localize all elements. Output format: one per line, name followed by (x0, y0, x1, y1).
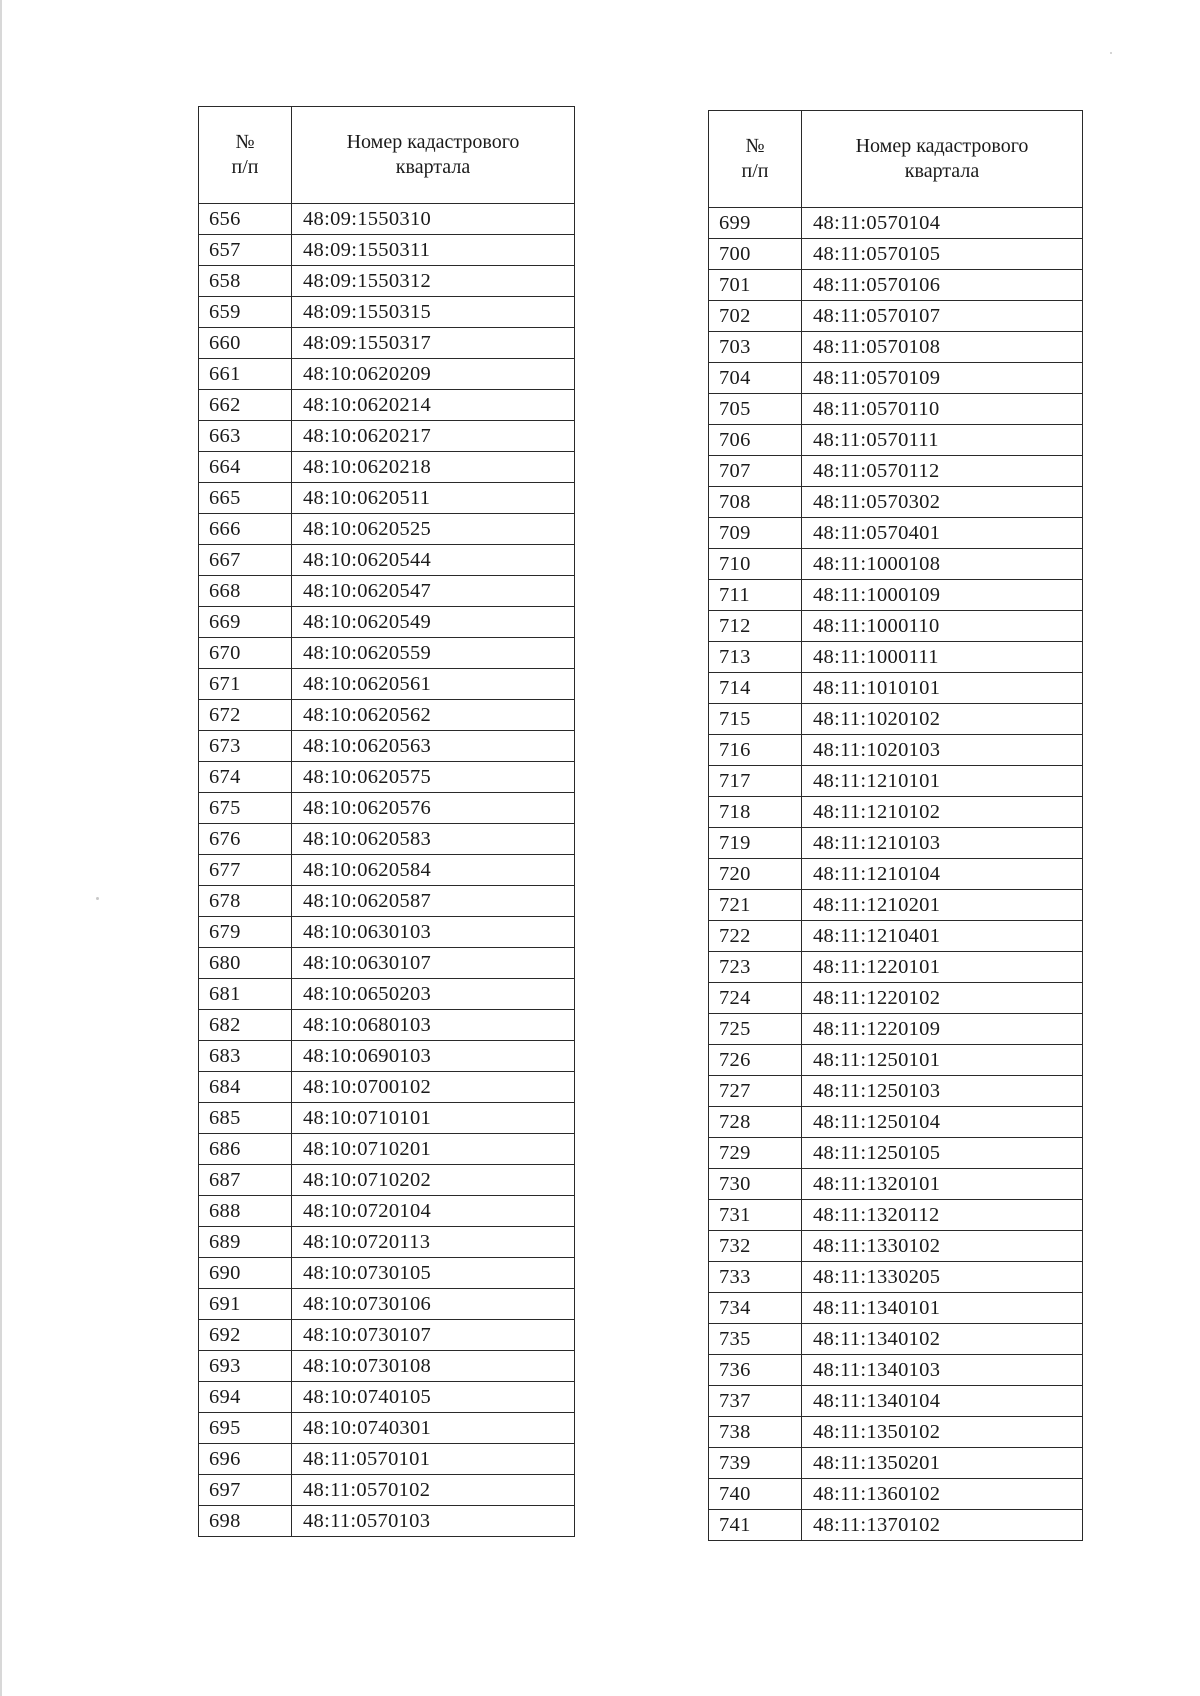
table-row (709, 208, 1083, 239)
row-number-cell: 684 (199, 1072, 292, 1103)
table-row (199, 1320, 575, 1351)
table-row (199, 1165, 575, 1196)
table-row (709, 1510, 1083, 1541)
row-number-cell: 714 (709, 673, 802, 704)
header-number-cell (709, 111, 802, 208)
row-number-cell: 699 (709, 208, 802, 239)
cadastral-number-cell: 48:11:1340102 (802, 1324, 1083, 1355)
cadastral-number-cell: 48:10:0620525 (292, 514, 575, 545)
header-cadastral-line1: Номер кадастрового (855, 135, 1029, 157)
cadastral-number-cell: 48:11:1220102 (802, 983, 1083, 1014)
table-row (199, 235, 575, 266)
row-number-cell: 741 (709, 1510, 802, 1541)
cadastral-number-cell: 48:11:1340103 (802, 1355, 1083, 1386)
table-row (709, 704, 1083, 735)
header-number-abbr: п/п (231, 156, 259, 178)
table-row (709, 1138, 1083, 1169)
row-number-cell: 730 (709, 1169, 802, 1200)
header-number-abbr: п/п (741, 160, 769, 182)
table-row (709, 549, 1083, 580)
table-row (199, 824, 575, 855)
row-number-cell: 700 (709, 239, 802, 270)
table-row (709, 1324, 1083, 1355)
row-number-cell: 725 (709, 1014, 802, 1045)
row-number-cell: 662 (199, 390, 292, 421)
row-number-cell: 691 (199, 1289, 292, 1320)
cadastral-number-cell: 48:09:1550312 (292, 266, 575, 297)
row-number-cell: 659 (199, 297, 292, 328)
cadastral-number-cell: 48:10:0620576 (292, 793, 575, 824)
table-row (709, 611, 1083, 642)
row-number-cell: 708 (709, 487, 802, 518)
table-row (199, 266, 575, 297)
row-number-cell: 735 (709, 1324, 802, 1355)
row-number-cell: 680 (199, 948, 292, 979)
cadastral-number-cell: 48:11:0570102 (292, 1475, 575, 1506)
cadastral-number-cell: 48:10:0620562 (292, 700, 575, 731)
cadastral-number-cell: 48:10:0710101 (292, 1103, 575, 1134)
row-number-cell: 682 (199, 1010, 292, 1041)
cadastral-number-cell: 48:10:0620561 (292, 669, 575, 700)
table-row (709, 828, 1083, 859)
cadastral-number-cell: 48:09:1550317 (292, 328, 575, 359)
row-number-cell: 739 (709, 1448, 802, 1479)
row-number-cell: 709 (709, 518, 802, 549)
table-row (199, 1444, 575, 1475)
table-row (709, 735, 1083, 766)
cadastral-number-cell: 48:10:0710202 (292, 1165, 575, 1196)
table-row (709, 1386, 1083, 1417)
table-row (709, 890, 1083, 921)
cadastral-number-cell: 48:10:0630103 (292, 917, 575, 948)
row-number-cell: 661 (199, 359, 292, 390)
row-number-cell: 692 (199, 1320, 292, 1351)
row-number-cell: 657 (199, 235, 292, 266)
header-number-symbol: № (745, 135, 765, 157)
table-row (199, 886, 575, 917)
cadastral-table-right (708, 110, 1083, 1541)
table-row (199, 1072, 575, 1103)
row-number-cell: 666 (199, 514, 292, 545)
cadastral-number-cell: 48:11:0570106 (802, 270, 1083, 301)
header-cadastral-line1: Номер кадастрового (346, 131, 520, 153)
row-number-cell: 727 (709, 1076, 802, 1107)
table-row (709, 1076, 1083, 1107)
cadastral-number-cell: 48:10:0710201 (292, 1134, 575, 1165)
table-row (709, 1045, 1083, 1076)
cadastral-number-cell: 48:11:0570111 (802, 425, 1083, 456)
row-number-cell: 703 (709, 332, 802, 363)
cadastral-number-cell: 48:10:0620559 (292, 638, 575, 669)
header-cadastral-cell (802, 111, 1083, 208)
header-cadastral-cell (292, 107, 575, 204)
cadastral-table-left (198, 106, 575, 1537)
cadastral-number-cell: 48:10:0690103 (292, 1041, 575, 1072)
table-row (199, 421, 575, 452)
table-row (709, 1262, 1083, 1293)
cadastral-number-cell: 48:10:0740105 (292, 1382, 575, 1413)
row-number-cell: 686 (199, 1134, 292, 1165)
cadastral-number-cell: 48:10:0720104 (292, 1196, 575, 1227)
header-cadastral-line2: квартала (904, 160, 980, 182)
row-number-cell: 734 (709, 1293, 802, 1324)
table-row (199, 576, 575, 607)
row-number-cell: 704 (709, 363, 802, 394)
row-number-cell: 688 (199, 1196, 292, 1227)
row-number-cell: 728 (709, 1107, 802, 1138)
table-row (199, 731, 575, 762)
row-number-cell: 712 (709, 611, 802, 642)
table-row (199, 1382, 575, 1413)
row-number-cell: 694 (199, 1382, 292, 1413)
cadastral-number-cell: 48:10:0650203 (292, 979, 575, 1010)
table-row (199, 1289, 575, 1320)
row-number-cell: 667 (199, 545, 292, 576)
table-row (709, 518, 1083, 549)
cadastral-number-cell: 48:11:1210103 (802, 828, 1083, 859)
cadastral-number-cell: 48:11:1210102 (802, 797, 1083, 828)
row-number-cell: 738 (709, 1417, 802, 1448)
row-number-cell: 726 (709, 1045, 802, 1076)
row-number-cell: 675 (199, 793, 292, 824)
table-row (709, 1200, 1083, 1231)
table-row (709, 425, 1083, 456)
row-number-cell: 721 (709, 890, 802, 921)
cadastral-number-cell: 48:10:0730108 (292, 1351, 575, 1382)
cadastral-number-cell: 48:11:1250103 (802, 1076, 1083, 1107)
table-row (709, 1107, 1083, 1138)
cadastral-number-cell: 48:11:1020102 (802, 704, 1083, 735)
row-number-cell: 733 (709, 1262, 802, 1293)
row-number-cell: 665 (199, 483, 292, 514)
row-number-cell: 740 (709, 1479, 802, 1510)
cadastral-number-cell: 48:11:1250104 (802, 1107, 1083, 1138)
row-number-cell: 729 (709, 1138, 802, 1169)
row-number-cell: 696 (199, 1444, 292, 1475)
table-row (199, 979, 575, 1010)
scan-speck (96, 897, 99, 900)
table-row (199, 793, 575, 824)
table-row (709, 363, 1083, 394)
table-row (199, 948, 575, 979)
table-row (709, 487, 1083, 518)
cadastral-number-cell: 48:11:1360102 (802, 1479, 1083, 1510)
cadastral-number-cell: 48:11:0570401 (802, 518, 1083, 549)
cadastral-number-cell: 48:11:1020103 (802, 735, 1083, 766)
cadastral-number-cell: 48:10:0620547 (292, 576, 575, 607)
cadastral-number-cell: 48:11:1250101 (802, 1045, 1083, 1076)
table-row (199, 855, 575, 886)
table-row (709, 1355, 1083, 1386)
cadastral-number-cell: 48:11:0570108 (802, 332, 1083, 363)
cadastral-number-cell: 48:11:1210201 (802, 890, 1083, 921)
table-row (709, 921, 1083, 952)
cadastral-number-cell: 48:10:0740301 (292, 1413, 575, 1444)
cadastral-number-cell: 48:11:1210101 (802, 766, 1083, 797)
table-row (709, 859, 1083, 890)
table-row (199, 297, 575, 328)
scan-edge-line (0, 0, 2, 1696)
row-number-cell: 683 (199, 1041, 292, 1072)
table-row (709, 301, 1083, 332)
row-number-cell: 689 (199, 1227, 292, 1258)
table-row (709, 1231, 1083, 1262)
cadastral-number-cell: 48:11:1000111 (802, 642, 1083, 673)
header-number-symbol: № (235, 131, 255, 153)
cadastral-number-cell: 48:10:0720113 (292, 1227, 575, 1258)
cadastral-number-cell: 48:11:0570105 (802, 239, 1083, 270)
table-row (709, 239, 1083, 270)
cadastral-number-cell: 48:10:0620544 (292, 545, 575, 576)
table-row (709, 1293, 1083, 1324)
cadastral-number-cell: 48:11:1010101 (802, 673, 1083, 704)
row-number-cell: 698 (199, 1506, 292, 1537)
table-row (199, 1103, 575, 1134)
row-number-cell: 676 (199, 824, 292, 855)
row-number-cell: 723 (709, 952, 802, 983)
table-row (199, 483, 575, 514)
table-row (199, 917, 575, 948)
table-row (199, 359, 575, 390)
row-number-cell: 718 (709, 797, 802, 828)
cadastral-number-cell: 48:11:1000110 (802, 611, 1083, 642)
row-number-cell: 663 (199, 421, 292, 452)
row-number-cell: 736 (709, 1355, 802, 1386)
row-number-cell: 697 (199, 1475, 292, 1506)
cadastral-number-cell: 48:10:0620214 (292, 390, 575, 421)
table-row (709, 1479, 1083, 1510)
cadastral-number-cell: 48:11:1320101 (802, 1169, 1083, 1200)
table-row (199, 669, 575, 700)
scan-speck (1110, 52, 1112, 54)
row-number-cell: 693 (199, 1351, 292, 1382)
row-number-cell: 679 (199, 917, 292, 948)
row-number-cell: 668 (199, 576, 292, 607)
cadastral-number-cell: 48:09:1550311 (292, 235, 575, 266)
cadastral-number-cell: 48:11:1320112 (802, 1200, 1083, 1231)
row-number-cell: 685 (199, 1103, 292, 1134)
cadastral-number-cell: 48:11:1340104 (802, 1386, 1083, 1417)
row-number-cell: 724 (709, 983, 802, 1014)
cadastral-number-cell: 48:10:0620584 (292, 855, 575, 886)
row-number-cell: 672 (199, 700, 292, 731)
cadastral-number-cell: 48:11:0570107 (802, 301, 1083, 332)
cadastral-number-cell: 48:11:0570104 (802, 208, 1083, 239)
cadastral-number-cell: 48:11:0570101 (292, 1444, 575, 1475)
table-body-right (709, 208, 1083, 1541)
row-number-cell: 707 (709, 456, 802, 487)
table-row (199, 1413, 575, 1444)
cadastral-number-cell: 48:11:1330205 (802, 1262, 1083, 1293)
cadastral-number-cell: 48:10:0620218 (292, 452, 575, 483)
table-row (199, 390, 575, 421)
table-row (199, 1227, 575, 1258)
row-number-cell: 664 (199, 452, 292, 483)
cadastral-number-cell: 48:11:1350102 (802, 1417, 1083, 1448)
row-number-cell: 717 (709, 766, 802, 797)
header-number-cell (199, 107, 292, 204)
cadastral-number-cell: 48:10:0630107 (292, 948, 575, 979)
table-row (199, 1351, 575, 1382)
row-number-cell: 669 (199, 607, 292, 638)
row-number-cell: 713 (709, 642, 802, 673)
cadastral-number-cell: 48:10:0730105 (292, 1258, 575, 1289)
cadastral-number-cell: 48:10:0730106 (292, 1289, 575, 1320)
row-number-cell: 678 (199, 886, 292, 917)
row-number-cell: 737 (709, 1386, 802, 1417)
cadastral-number-cell: 48:10:0700102 (292, 1072, 575, 1103)
table-row (199, 607, 575, 638)
table-row (709, 1169, 1083, 1200)
table-row (199, 1475, 575, 1506)
row-number-cell: 702 (709, 301, 802, 332)
cadastral-number-cell: 48:11:1330102 (802, 1231, 1083, 1262)
table-row (709, 394, 1083, 425)
table-row (199, 1041, 575, 1072)
cadastral-number-cell: 48:11:1220109 (802, 1014, 1083, 1045)
table-row (709, 1417, 1083, 1448)
cadastral-number-cell: 48:11:0570109 (802, 363, 1083, 394)
row-number-cell: 658 (199, 266, 292, 297)
row-number-cell: 705 (709, 394, 802, 425)
table-row (199, 1010, 575, 1041)
table-row (709, 983, 1083, 1014)
cadastral-number-cell: 48:11:1210104 (802, 859, 1083, 890)
table-row (709, 1448, 1083, 1479)
cadastral-number-cell: 48:10:0730107 (292, 1320, 575, 1351)
cadastral-number-cell: 48:11:0570103 (292, 1506, 575, 1537)
cadastral-number-cell: 48:11:1350201 (802, 1448, 1083, 1479)
row-number-cell: 720 (709, 859, 802, 890)
table-row (199, 762, 575, 793)
row-number-cell: 687 (199, 1165, 292, 1196)
table-row (199, 204, 575, 235)
table-row (199, 1134, 575, 1165)
row-number-cell: 677 (199, 855, 292, 886)
cadastral-number-cell: 48:10:0620511 (292, 483, 575, 514)
row-number-cell: 731 (709, 1200, 802, 1231)
cadastral-number-cell: 48:10:0620549 (292, 607, 575, 638)
table-body-left (199, 204, 575, 1537)
cadastral-number-cell: 48:10:0620217 (292, 421, 575, 452)
row-number-cell: 711 (709, 580, 802, 611)
row-number-cell: 722 (709, 921, 802, 952)
row-number-cell: 690 (199, 1258, 292, 1289)
cadastral-number-cell: 48:11:0570110 (802, 394, 1083, 425)
table-row (199, 452, 575, 483)
table-row (199, 1258, 575, 1289)
cadastral-number-cell: 48:10:0620575 (292, 762, 575, 793)
table-row (199, 1506, 575, 1537)
row-number-cell: 732 (709, 1231, 802, 1262)
table-row (709, 332, 1083, 363)
row-number-cell: 674 (199, 762, 292, 793)
cadastral-number-cell: 48:11:1370102 (802, 1510, 1083, 1541)
table-row (199, 700, 575, 731)
cadastral-number-cell: 48:11:1340101 (802, 1293, 1083, 1324)
cadastral-number-cell: 48:11:1000109 (802, 580, 1083, 611)
table-row (709, 580, 1083, 611)
cadastral-number-cell: 48:10:0620563 (292, 731, 575, 762)
row-number-cell: 656 (199, 204, 292, 235)
cadastral-number-cell: 48:09:1550310 (292, 204, 575, 235)
row-number-cell: 715 (709, 704, 802, 735)
header-cadastral-line2: квартала (395, 156, 471, 178)
cadastral-number-cell: 48:11:1220101 (802, 952, 1083, 983)
row-number-cell: 681 (199, 979, 292, 1010)
cadastral-number-cell: 48:11:0570302 (802, 487, 1083, 518)
cadastral-number-cell: 48:10:0620583 (292, 824, 575, 855)
table-row (709, 456, 1083, 487)
cadastral-number-cell: 48:10:0620587 (292, 886, 575, 917)
table-row (709, 952, 1083, 983)
row-number-cell: 716 (709, 735, 802, 766)
row-number-cell: 701 (709, 270, 802, 301)
row-number-cell: 660 (199, 328, 292, 359)
cadastral-number-cell: 48:10:0680103 (292, 1010, 575, 1041)
row-number-cell: 671 (199, 669, 292, 700)
table-row (709, 1014, 1083, 1045)
row-number-cell: 706 (709, 425, 802, 456)
cadastral-number-cell: 48:11:0570112 (802, 456, 1083, 487)
cadastral-number-cell: 48:11:1250105 (802, 1138, 1083, 1169)
row-number-cell: 670 (199, 638, 292, 669)
table-row (199, 545, 575, 576)
table-row (709, 673, 1083, 704)
table-row (709, 766, 1083, 797)
row-number-cell: 695 (199, 1413, 292, 1444)
table-header-row (199, 107, 575, 204)
table-row (199, 328, 575, 359)
cadastral-number-cell: 48:11:1000108 (802, 549, 1083, 580)
row-number-cell: 710 (709, 549, 802, 580)
table-row (199, 514, 575, 545)
table-row (199, 1196, 575, 1227)
table-row (709, 270, 1083, 301)
cadastral-number-cell: 48:11:1210401 (802, 921, 1083, 952)
cadastral-number-cell: 48:09:1550315 (292, 297, 575, 328)
table-header-row (709, 111, 1083, 208)
table-row (199, 638, 575, 669)
row-number-cell: 719 (709, 828, 802, 859)
cadastral-number-cell: 48:10:0620209 (292, 359, 575, 390)
table-row (709, 642, 1083, 673)
row-number-cell: 673 (199, 731, 292, 762)
table-row (709, 797, 1083, 828)
